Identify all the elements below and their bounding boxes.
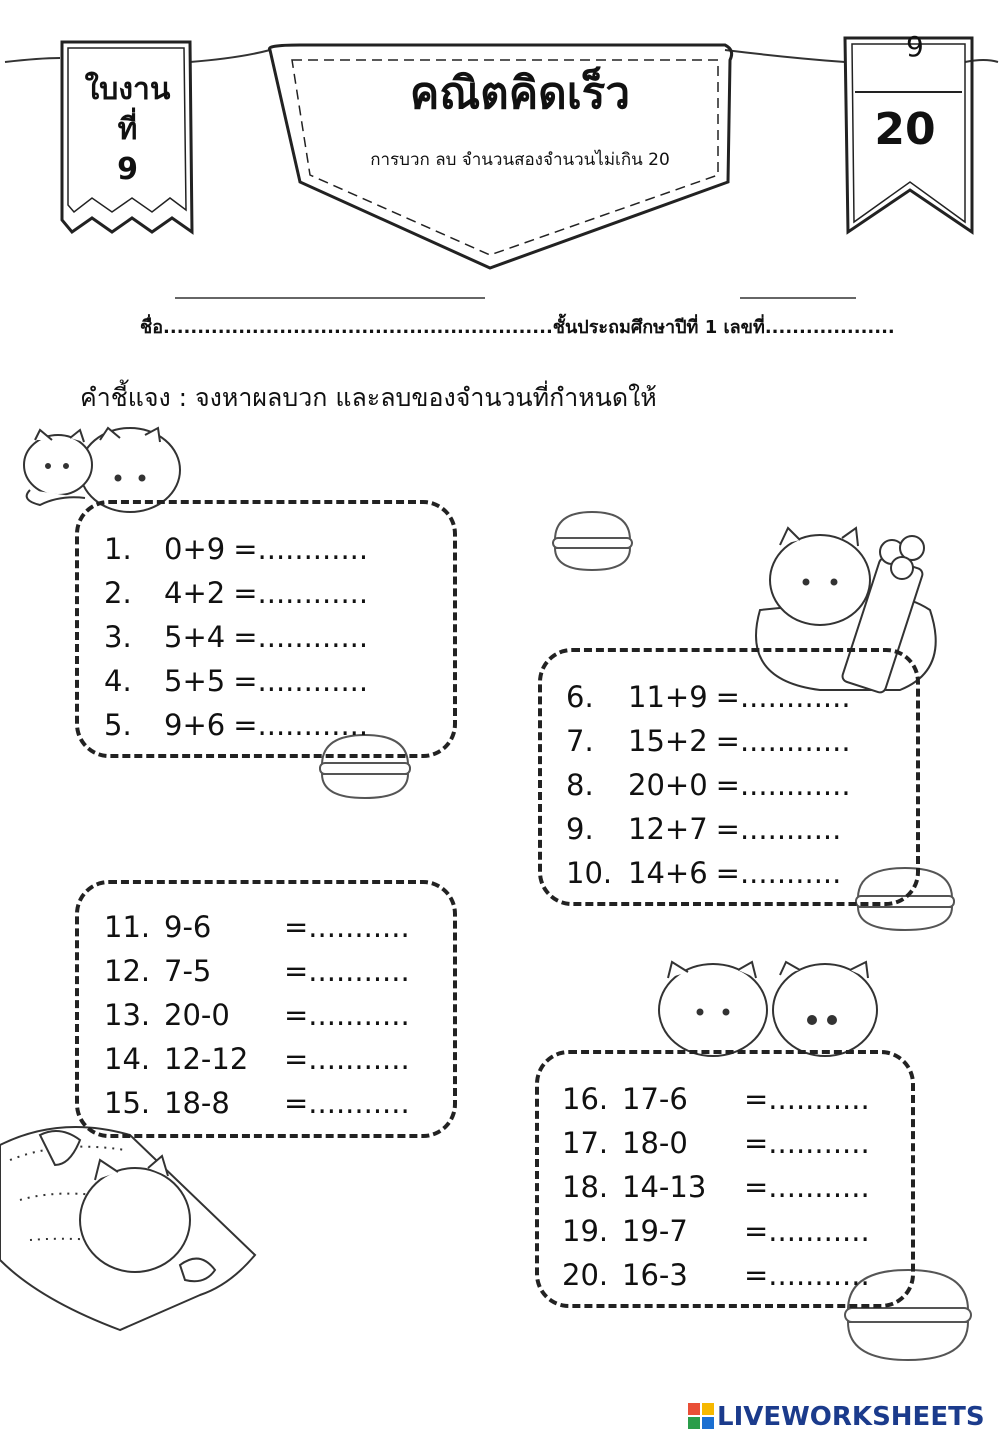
problem-expression: 11+9: [628, 680, 708, 714]
problem-expression: 14-13: [622, 1170, 707, 1204]
problem-expression: 18-0: [622, 1126, 688, 1160]
banner-line: ที่: [117, 112, 138, 147]
problem-number: 14.: [104, 1042, 151, 1076]
problem-number: 1.: [104, 532, 132, 566]
problem-number: 6.: [566, 680, 594, 714]
answer-field[interactable]: =...........: [744, 1214, 870, 1248]
problem-row: [566, 851, 851, 895]
answer-field[interactable]: =...........: [284, 1086, 410, 1120]
answer-field[interactable]: =............: [715, 768, 851, 802]
problem-row: [566, 719, 851, 763]
liveworksheets-logo: [688, 1402, 985, 1432]
problem-list-4: [562, 1077, 870, 1297]
problem-expression: 17-6: [622, 1082, 688, 1116]
answer-field[interactable]: =...........: [284, 1042, 410, 1076]
answer-field[interactable]: =............: [233, 620, 369, 654]
problem-expression: 14+6: [628, 856, 708, 890]
answer-field[interactable]: =............: [233, 708, 369, 742]
problem-row: [562, 1121, 870, 1165]
problem-expression: 5+4: [164, 620, 226, 654]
answer-field[interactable]: =...........: [715, 812, 842, 846]
answer-field[interactable]: =...........: [284, 954, 410, 988]
problem-expression: 19-7: [622, 1214, 688, 1248]
problem-number: 3.: [104, 620, 132, 654]
problem-number: 7.: [566, 724, 594, 758]
answer-field[interactable]: =...........: [744, 1126, 870, 1160]
problem-expression: 18-8: [164, 1086, 230, 1120]
problem-number: 19.: [562, 1214, 609, 1248]
problem-number: 9.: [566, 812, 594, 846]
problem-number: 16.: [562, 1082, 609, 1116]
problem-number: 20.: [562, 1258, 609, 1292]
problem-expression: 0+9: [164, 532, 226, 566]
problem-list-1: [104, 527, 368, 747]
banner-line: ใบงาน: [84, 72, 171, 107]
answer-field[interactable]: =............: [715, 724, 851, 758]
problem-number: 8.: [566, 768, 594, 802]
macaron-icon: [553, 512, 632, 570]
problem-row: [104, 1037, 410, 1081]
problem-expression: 16-3: [622, 1258, 688, 1292]
answer-field[interactable]: =............: [233, 532, 369, 566]
problem-row: [104, 949, 410, 993]
problem-expression: 9+6: [164, 708, 226, 742]
worksheet-number-banner: [70, 70, 185, 190]
problem-expression: 20-0: [164, 998, 230, 1032]
problem-number: 11.: [104, 910, 151, 944]
problem-list-2: [566, 675, 851, 895]
answer-field[interactable]: =............: [233, 576, 369, 610]
problem-number: 5.: [104, 708, 132, 742]
problem-number: 12.: [104, 954, 151, 988]
problem-expression: 12+7: [628, 812, 708, 846]
problem-list-3: [104, 905, 410, 1125]
student-info-line: ชื่อ.........................................................ชั้นประถมศึกษาปีที่ 1 เลขที่...................: [140, 317, 895, 338]
answer-field[interactable]: =............: [233, 664, 369, 698]
problem-expression: 15+2: [628, 724, 708, 758]
brand-name: LIVEWORKSHEETS: [717, 1402, 985, 1432]
problem-row: [566, 763, 851, 807]
answer-field[interactable]: =...........: [744, 1082, 870, 1116]
problem-row: [104, 1081, 410, 1125]
problem-number: 13.: [104, 998, 151, 1032]
problem-row: [104, 703, 368, 747]
problem-row: [104, 571, 368, 615]
answer-field[interactable]: =...........: [744, 1170, 870, 1204]
problem-number: 4.: [104, 664, 132, 698]
problem-row: [562, 1165, 870, 1209]
page-subtitle: การบวก ลบ จำนวนสองจำนวนไม่เกิน 20: [370, 150, 670, 170]
problem-row: [104, 527, 368, 571]
problem-number: 10.: [566, 856, 613, 890]
liveworksheets-badge-icon: [688, 1403, 714, 1429]
sleeping-cat-icon: [0, 1127, 255, 1330]
problem-row: [562, 1209, 870, 1253]
problem-number: 2.: [104, 576, 132, 610]
score-field[interactable]: 9: [906, 30, 924, 63]
banner-line: 9: [117, 152, 138, 187]
problem-number: 18.: [562, 1170, 609, 1204]
answer-field[interactable]: =...........: [744, 1258, 870, 1292]
answer-field[interactable]: =............: [715, 680, 851, 714]
problem-row: [562, 1077, 870, 1121]
problem-row: [104, 615, 368, 659]
instructions: คำชี้แจง : จงหาผลบวก และลบของจำนวนที่กำหนดให้: [80, 383, 657, 412]
problem-expression: 20+0: [628, 768, 708, 802]
answer-field[interactable]: =...........: [284, 998, 410, 1032]
problem-number: 17.: [562, 1126, 609, 1160]
problem-row: [104, 659, 368, 703]
cat-duo-icon: [659, 962, 877, 1056]
answer-field[interactable]: =...........: [284, 910, 410, 944]
page-title: คณิตคิดเร็ว: [409, 68, 631, 119]
problem-expression: 5+5: [164, 664, 226, 698]
answer-field[interactable]: =...........: [715, 856, 842, 890]
problem-expression: 9-6: [164, 910, 212, 944]
problem-row: [104, 905, 410, 949]
problem-number: 15.: [104, 1086, 151, 1120]
problem-row: [562, 1253, 870, 1297]
problem-row: [566, 675, 851, 719]
problem-row: [104, 993, 410, 1037]
problem-expression: 7-5: [164, 954, 212, 988]
problem-count: 20: [874, 104, 936, 155]
problem-expression: 4+2: [164, 576, 226, 610]
problem-expression: 12-12: [164, 1042, 249, 1076]
problem-row: [566, 807, 851, 851]
